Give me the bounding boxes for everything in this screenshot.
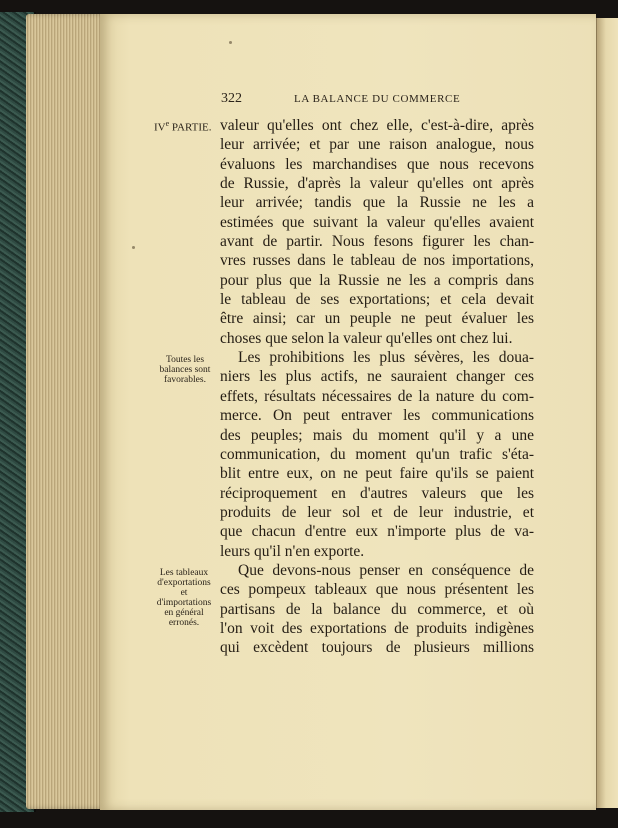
margin-note-tableaux xyxy=(155,568,213,628)
margin-note-line: balances sont xyxy=(159,365,211,375)
text-line: blit entre eux, on ne peut faire qu'ils se paient xyxy=(220,465,534,483)
text-line: effets, résultats nécessaires de la nature du com- xyxy=(220,387,534,405)
text-line: valeur qu'elles ont chez elle, c'est-à-dire, après xyxy=(220,117,534,134)
paragraph-1 xyxy=(220,116,534,348)
text-line: être ainsi; car un peuple ne peut évaluer les xyxy=(220,310,534,328)
text-line: de Russie, d'après la valeur qu'elles ont après xyxy=(220,175,534,193)
text-line: leur arrivée; et par une raison analogue, nous xyxy=(220,136,534,154)
text-line: leurs qu'il n'en exporte. xyxy=(220,542,365,560)
margin-note-balances xyxy=(156,355,214,385)
paper-spot xyxy=(132,246,135,249)
text-line: choses que selon la valeur qu'elles ont chez lui. xyxy=(220,329,513,347)
paragraph-2 xyxy=(220,348,534,561)
paragraph-3 xyxy=(220,561,534,658)
text-line: que chacun d'entre eux n'importe plus de va- xyxy=(220,523,534,541)
margin-note-line: Toutes les xyxy=(165,355,205,365)
page-header xyxy=(221,93,535,109)
text-line: l'on voit des exportations de produits indigènes xyxy=(220,619,534,637)
text-line: niers les plus actifs, ne sauraient changer ces xyxy=(220,368,534,386)
margin-note-line: erronés. xyxy=(168,618,200,628)
part-superscript: e xyxy=(165,119,170,128)
paper-spot xyxy=(229,41,232,44)
margin-note-line: en général xyxy=(164,608,204,618)
text-line: qui excèdent toujours de plusieurs millions xyxy=(220,639,534,657)
margin-note-line: d'importations xyxy=(156,598,212,608)
text-line: Les prohibitions les plus sévères, les doua- xyxy=(238,349,534,367)
text-line: des peuples; mais du moment qu'il y a une xyxy=(220,426,534,444)
page-number: 322 xyxy=(221,91,242,106)
part-word: PARTIE. xyxy=(171,121,212,134)
margin-note-line: Les tableaux xyxy=(159,568,209,578)
margin-note-line: et xyxy=(180,588,188,598)
facing-page-edge xyxy=(596,18,618,808)
text-line: estimées que suivant la valeur qu'elles avaient xyxy=(220,213,534,231)
part-label xyxy=(154,119,212,134)
text-line: partisans de la balance du commerce, et où xyxy=(220,600,534,618)
text-line: évaluons les marchandises que nous recevons xyxy=(220,155,534,173)
text-line: vres russes dans le tableau de nos importations, xyxy=(220,252,534,270)
text-line: avant de partir. Nous fesons figurer les chan- xyxy=(220,233,534,251)
text-line: Que devons-nous penser en conséquence de xyxy=(238,561,534,579)
text-line: le tableau de ses exportations; et cela devait xyxy=(220,291,534,309)
margin-note-line: d'exportations xyxy=(157,578,211,588)
part-roman: IV xyxy=(154,121,166,134)
text-line: leur arrivée; tandis que la Russie ne les a xyxy=(220,194,534,212)
text-line: ces pompeux tableaux que nous présentent les xyxy=(220,581,534,599)
text-line: produits de leur sol et de leur industrie, et xyxy=(220,503,534,521)
running-title: LA BALANCE DU COMMERCE xyxy=(294,93,461,105)
text-line: communication, du moment qu'un trafic s'éta- xyxy=(220,445,534,463)
margin-note-line: favorables. xyxy=(164,375,206,385)
text-line: pour plus que la Russie ne les a compris dans xyxy=(220,271,534,289)
page-edges xyxy=(26,14,106,809)
text-line: merce. On peut entraver les communications xyxy=(220,407,534,425)
text-line: réciproquement en d'autres valeurs que les xyxy=(220,484,534,502)
body-text xyxy=(220,116,534,658)
